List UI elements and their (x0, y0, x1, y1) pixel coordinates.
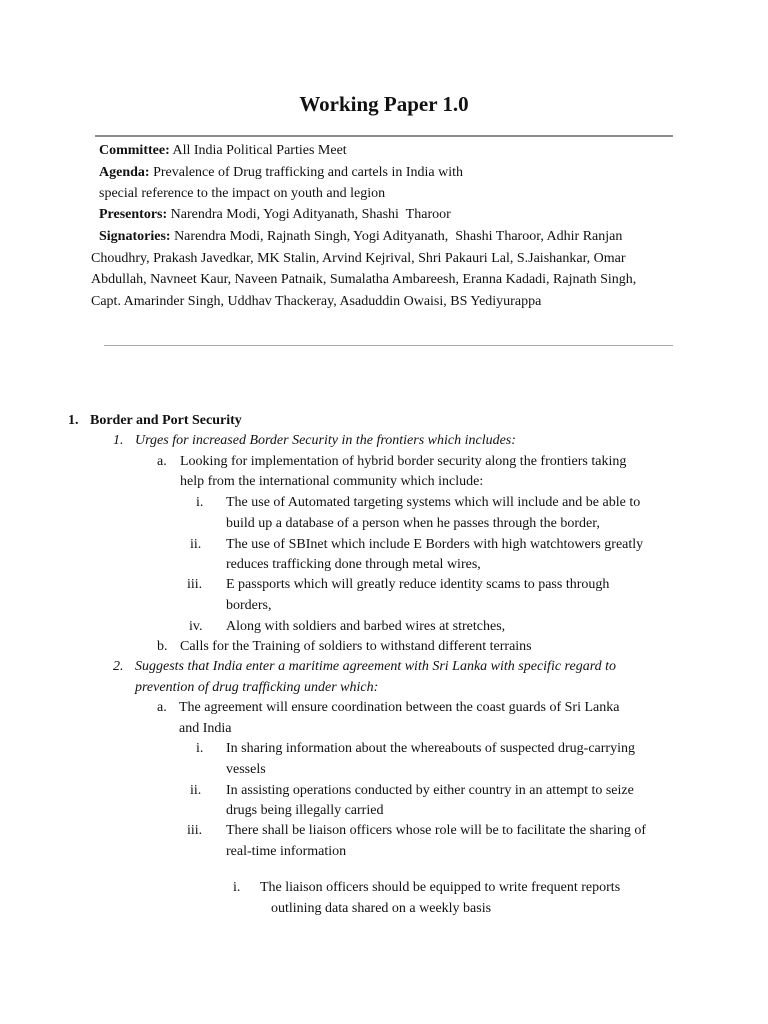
item-1a-number: a. (157, 454, 167, 469)
agenda-line (99, 165, 463, 181)
section-1-heading: Border and Port Security (90, 413, 242, 428)
agenda-text-line2: special reference to the impact on youth and legion (99, 186, 386, 201)
item-2a-iii-number: iii. (187, 823, 203, 838)
committee-value: All India Political Parties Meet (172, 143, 347, 158)
item-2a-i-line1: In sharing information about the whereabouts of suspected drug-carrying (226, 741, 635, 756)
title-divider (95, 135, 673, 137)
item-sub-i-number: i. (233, 880, 241, 895)
item-1a-ii-line2: reduces trafficking done through metal wires, (226, 557, 481, 572)
signatories-text-line4: Capt. Amarinder Singh, Uddhav Thackeray, Asaduddin Owaisi, BS Yediyurappa (91, 294, 542, 309)
item-2a-line1: The agreement will ensure coordination between the coast guards of Sri Lanka (179, 700, 620, 715)
item-2a-iii-line1: There shall be liaison officers whose role will be to facilitate the sharing of (226, 823, 646, 838)
item-sub-i-line2: outlining data shared on a weekly basis (271, 901, 492, 916)
item-sub-i-line1: The liaison officers should be equipped to write frequent reports (260, 880, 621, 895)
item-1-number: 1. (113, 433, 124, 448)
item-1a-iv-number: iv. (189, 619, 203, 634)
signatories-text-line3: Abdullah, Navneet Kaur, Naveen Patnaik, Sumalatha Ambareesh, Eranna Kadadi, Rajnath Singh, (91, 272, 637, 287)
item-2a-i-line2: vessels (226, 762, 266, 777)
presentors-label: Presentors: (99, 207, 168, 222)
item-2a-number: a. (157, 700, 167, 715)
item-2a-ii-line2: drugs being illegally carried (226, 803, 384, 818)
item-1a-ii-number: ii. (190, 537, 202, 552)
item-1a-i-line2: build up a database of a person when he passes through the border, (226, 516, 600, 531)
item-1a-iv-line1: Along with soldiers and barbed wires at stretches, (226, 619, 506, 634)
item-2a-ii-number: ii. (190, 783, 202, 798)
item-1a-i-line1: The use of Automated targeting systems which will include and be able to (226, 495, 641, 510)
item-2a-ii-line1: In assisting operations conducted by either country in an attempt to seize (226, 783, 634, 798)
item-2-line1: Suggests that India enter a maritime agreement with Sri Lanka with specific regard to (135, 659, 617, 674)
signatories-text-line2: Choudhry, Prakash Javedkar, MK Stalin, Arvind Kejrival, Shri Pakauri Lal, S.Jaishankar, Omar (91, 251, 626, 266)
committee-label: Committee: (99, 143, 170, 158)
item-1b-number: b. (157, 639, 168, 654)
item-2a-iii-line2: real-time information (226, 844, 347, 859)
agenda-label: Agenda: (99, 165, 150, 180)
item-1a-ii-line1: The use of SBInet which include E Borders with high watchtowers greatly (226, 537, 644, 552)
presentors-value: Narendra Modi, Yogi Adityanath, Shashi Tharoor (170, 207, 451, 222)
item-2-number: 2. (113, 659, 124, 674)
item-1a-iii-line1: E passports which will greatly reduce identity scams to pass through (226, 577, 610, 592)
item-1b-line1: Calls for the Training of soldiers to withstand different terrains (180, 639, 532, 654)
item-2-line2: prevention of drug trafficking under which: (135, 680, 379, 695)
item-1a-iii-number: iii. (187, 577, 203, 592)
header-divider (104, 345, 673, 346)
item-2a-line2: and India (179, 721, 232, 736)
item-1a-line2: help from the international community which include: (180, 474, 484, 489)
section-1-number: 1. (68, 413, 79, 428)
document-title: Working Paper 1.0 (299, 92, 469, 116)
signatories-label: Signatories: (99, 229, 171, 244)
signatories-line1 (99, 229, 622, 245)
signatories-text-line1: Narendra Modi, Rajnath Singh, Yogi Adityanath, Shashi Tharoor, Adhir Ranjan (174, 229, 623, 244)
item-2a-i-number: i. (196, 741, 204, 756)
presentors-line (99, 207, 451, 223)
committee-line (99, 143, 347, 159)
item-1a-line1: Looking for implementation of hybrid border security along the frontiers taking (180, 454, 627, 469)
item-1a-iii-line2: borders, (226, 598, 272, 613)
item-1a-i-number: i. (196, 495, 204, 510)
item-1-text: Urges for increased Border Security in the frontiers which includes: (135, 433, 516, 448)
agenda-text-line1: Prevalence of Drug trafficking and cartels in India with (153, 165, 464, 180)
